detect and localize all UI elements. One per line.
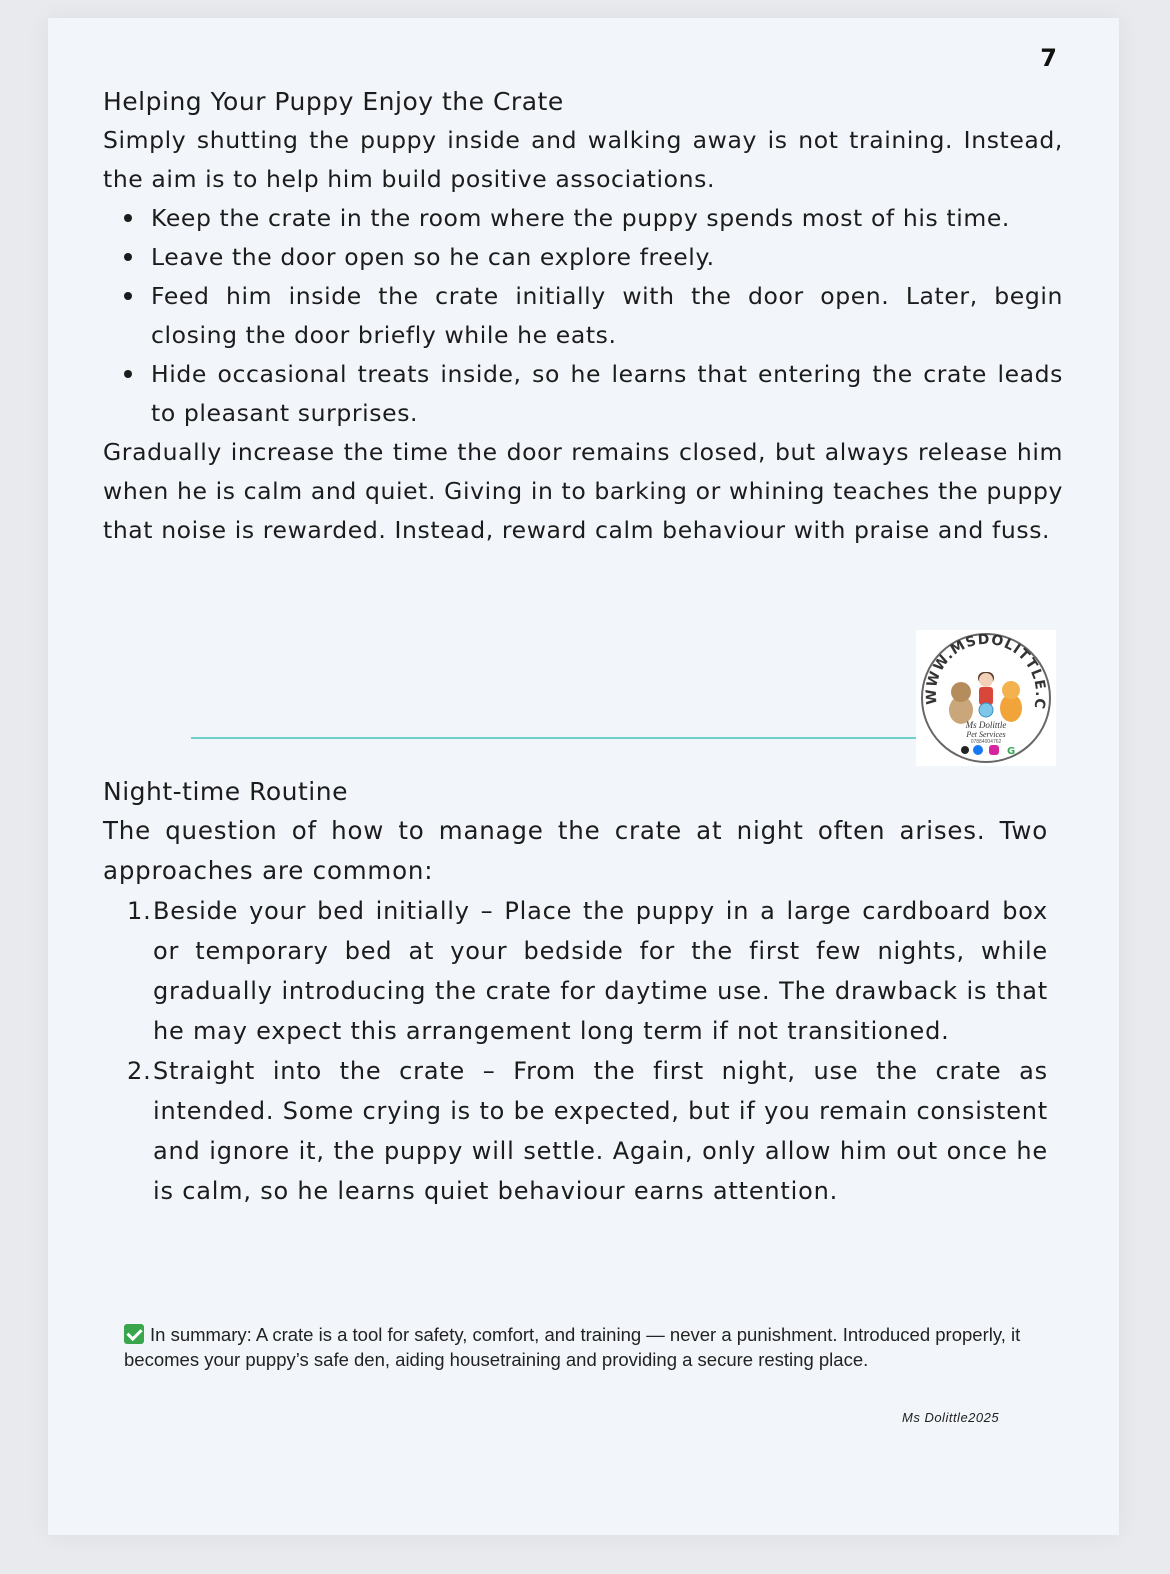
list-item-text: Hide occasional treats inside, so he learns that entering the crate leads to pleasant surprises.	[151, 360, 1063, 427]
list-item-text: Feed him inside the crate initially with the door open. Later, begin closing the door briefly while he eats.	[151, 282, 1063, 349]
svg-text:Pet Services: Pet Services	[966, 730, 1006, 739]
section-divider	[191, 737, 918, 739]
section-crate-enjoyment	[103, 82, 1063, 550]
list-item-text: Straight into the crate – From the first night, use the crate as intended. Some crying is to be expected, but if you remain consistent and ignore it, the puppy will settle. Again, only allow him out once he is calm, so he learns quiet behaviour earns attention.	[153, 1057, 1048, 1205]
document-page	[48, 18, 1119, 1535]
list-item	[151, 355, 1063, 433]
summary-callout	[124, 1322, 1024, 1372]
list-item-text: Keep the crate in the room where the puppy spends most of his time.	[151, 204, 1010, 232]
section-intro: Simply shutting the puppy inside and walking away is not training. Instead, the aim is to help him build positive associations.	[103, 126, 1063, 193]
check-mark-icon	[124, 1324, 144, 1344]
bullet-icon	[124, 292, 132, 300]
svg-text:Ms Dolittle: Ms Dolittle	[965, 720, 1007, 730]
list-item	[151, 277, 1063, 355]
bullet-icon	[124, 214, 132, 222]
list-number: 1.	[127, 897, 152, 925]
list-item	[151, 238, 1063, 277]
bullet-list	[103, 199, 1063, 433]
svg-text:G: G	[1007, 746, 1016, 757]
logo-badge-icon	[916, 630, 1056, 766]
bullet-icon	[124, 370, 132, 378]
section-heading: Helping Your Puppy Enjoy the Crate	[103, 87, 564, 116]
section-closing: Gradually increase the time the door remains closed, but always release him when he is calm and quiet. Giving in to barking or whining teaches the puppy that noise is rewarded. Instead, reward calm behaviour with praise and fuss.	[103, 438, 1063, 544]
page-number: 7	[1040, 44, 1057, 72]
ms-dolittle-logo	[916, 630, 1056, 766]
list-item	[127, 1051, 1048, 1211]
bullet-icon	[124, 253, 132, 261]
list-number: 2.	[127, 1057, 152, 1085]
list-item-text: Beside your bed initially – Place the puppy in a large cardboard box or temporary bed at your bedside for the first few nights, while gradually introducing the crate for daytime use. The drawback is that he may expect this arrangement long term if not transitioned.	[153, 897, 1048, 1045]
footer-signature: Ms Dolittle2025	[902, 1410, 1000, 1425]
section-intro: The question of how to manage the crate at night often arises. Two approaches are common:	[103, 816, 1048, 885]
list-item	[127, 891, 1048, 1051]
list-item-text: Leave the door open so he can explore freely.	[151, 243, 715, 271]
summary-text: In summary: A crate is a tool for safety, comfort, and training — never a punishment. Introduced properly, it becomes your puppy’s safe den, aiding housetraining and providing a secure resting place.	[124, 1324, 1021, 1370]
svg-text:07884004762: 07884004762	[970, 739, 1002, 745]
svg-text:WWW.MSDOLITTLE.CO.UK: WWW.MSDOLITTLE.C	[923, 631, 1049, 711]
list-item	[151, 199, 1063, 238]
section-night-routine	[103, 772, 1048, 1211]
numbered-list	[103, 891, 1048, 1211]
section-heading: Night-time Routine	[103, 777, 348, 806]
